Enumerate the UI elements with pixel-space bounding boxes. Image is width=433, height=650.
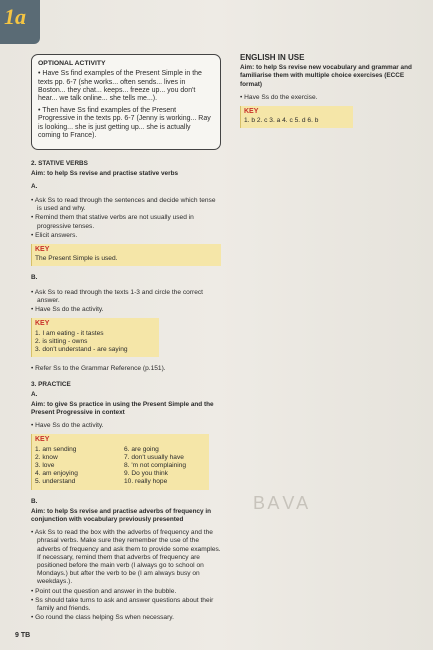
stative-section xyxy=(31,160,221,373)
practice-sub-b: B. xyxy=(31,497,38,505)
practice-title: 3. PRACTICE xyxy=(31,381,71,389)
key-answer: The Present Simple is used. xyxy=(35,255,118,263)
key-answer: 1. b 2. c 3. a 4. c 5. d 6. b xyxy=(244,117,319,125)
unit-tab xyxy=(0,0,40,44)
practice-bullet-b3: • Ss should take turns to ask and answer questions about their family and friends. xyxy=(31,596,214,612)
key-answer: 2. know xyxy=(35,453,58,461)
english-in-use-aim xyxy=(240,64,415,89)
english-in-use-aim-text: to help Ss revise new vocabulary and grammar and familiarise them with multiple choice exercises (ECCE format) xyxy=(240,64,412,88)
optional-activity-box xyxy=(31,54,221,150)
english-in-use-aim-label: Aim: xyxy=(240,64,255,72)
key-title: KEY xyxy=(35,320,50,328)
left-column xyxy=(31,54,221,623)
key-answer: 4. am enjoying xyxy=(35,470,78,478)
key-answer: 10. really hope xyxy=(124,478,168,486)
unit-label: 1a xyxy=(4,4,26,29)
stative-sub-a: A. xyxy=(31,182,38,190)
key-col-right xyxy=(124,446,205,487)
stative-bullet-b2: • Have Ss do the activity. xyxy=(31,306,104,314)
key-title: KEY xyxy=(35,246,50,254)
page-number: 9 TB xyxy=(15,632,31,639)
key-answer: 3. don't understand - are saying xyxy=(35,345,128,353)
stative-key-a xyxy=(31,244,221,266)
stative-bullet-a2: • Remind them that stative verbs are not usually used in progressive tenses. xyxy=(31,214,194,230)
practice-bullet-a: • Have Ss do the activity. xyxy=(31,422,104,430)
right-column xyxy=(240,54,415,136)
watermark: ВАVA xyxy=(253,493,312,513)
stative-key-b xyxy=(31,318,159,357)
key-answer: 6. are going xyxy=(124,445,159,453)
stative-aim-label: Aim: xyxy=(31,169,46,177)
practice-aim-b-text: to help Ss revise and practise adverbs of frequency in conjunction with vocabulary previously presented xyxy=(31,507,212,523)
stative-title: 2. STATIVE VERBS xyxy=(31,160,88,168)
optional-activity-p2: • Then have Ss find examples of the Present Progressive in the texts pp. 6-7 (Jenny is working... Ray is looking... she is just getting up... she is actually coming to France). xyxy=(38,106,211,140)
key-title: KEY xyxy=(35,436,50,444)
practice-aim-a xyxy=(31,401,221,417)
practice-aim-label: Aim: xyxy=(31,400,46,408)
key-answer: 9. Do you think xyxy=(124,470,168,478)
optional-activity-p1: • Have Ss find examples of the Present Simple in the texts pp. 6-7 (she works... often sends... lives in Boston... they chat... keeps... freeze up... you don't hear... we talk online... she tells me...). xyxy=(38,70,202,103)
optional-activity-title: OPTIONAL ACTIVITY xyxy=(38,60,106,67)
practice-aim-b-label: Aim: xyxy=(31,507,46,515)
key-col-left xyxy=(35,446,116,487)
practice-section xyxy=(31,381,221,622)
stative-sub-b: B. xyxy=(31,274,38,282)
key-answer: 1. I am eating - it tastes xyxy=(35,329,104,337)
practice-aim-text: to give Ss practice in using the Present Simple and the Present Progressive in context xyxy=(31,400,214,416)
practice-sub-a: A. xyxy=(31,390,38,398)
english-in-use-title: ENGLISH IN USE xyxy=(240,53,305,62)
stative-bullet-a1: • Ask Ss to read through the sentences and decide which tense is used and why. xyxy=(31,197,216,213)
english-in-use-key xyxy=(240,106,353,128)
stative-aim-text: to help Ss revise and practise stative verbs xyxy=(46,169,179,177)
practice-bullet-b4: • Go round the class helping Ss when necessary. xyxy=(31,614,174,622)
key-answer: 7. don't usually have xyxy=(124,453,184,461)
stative-bullet-a3: • Elicit answers. xyxy=(31,231,78,239)
practice-bullet-b2: • Point out the question and answer in the bubble. xyxy=(31,587,177,595)
stative-aim xyxy=(31,170,221,178)
key-answer: 3. love xyxy=(35,461,55,469)
key-answer: 8. 'm not complaining xyxy=(124,461,187,469)
practice-bullet-b1: • Ask Ss to read the box with the adverbs of frequency and the phrasal verbs. Make sure they remember the use of the adverbs of frequency and ask them to provide some examples. If necessary, remind them that adverbs of frequency are positioned before the main verb (I always go to school on Mondays.) but after the verb to be (I am always busy on weekdays.). xyxy=(31,529,221,586)
practice-key-grid xyxy=(35,446,205,487)
practice-key xyxy=(31,434,209,489)
stative-bullet-b1: • Ask Ss to read through the texts 1-3 and circle the correct answer. xyxy=(31,288,204,304)
grammar-reference-note: • Refer Ss to the Grammar Reference (p.151). xyxy=(31,365,166,373)
key-answer: 5. understand xyxy=(35,478,76,486)
key-answer: 1. am sending xyxy=(35,445,77,453)
key-title: KEY xyxy=(244,108,259,116)
practice-aim-b xyxy=(31,508,221,524)
english-in-use-bullet: • Have Ss do the exercise. xyxy=(240,93,318,101)
key-answer: 2. is sitting - owns xyxy=(35,337,88,345)
